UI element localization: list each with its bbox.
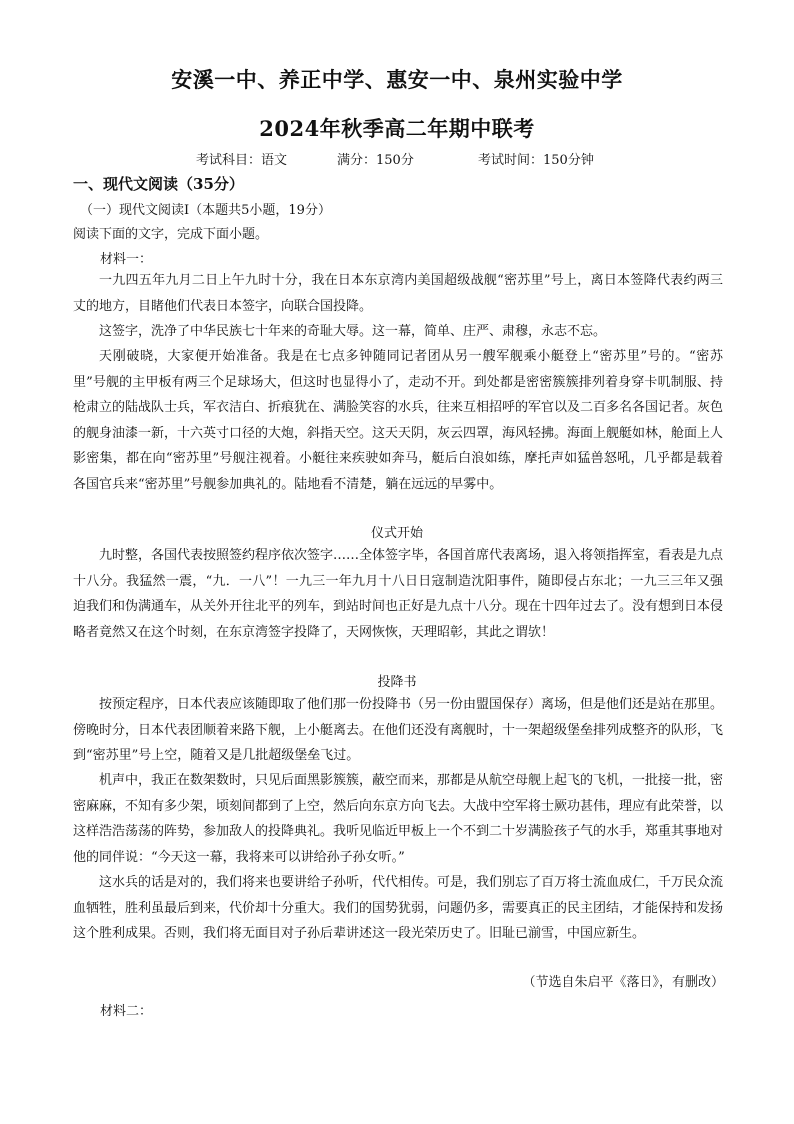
article-paragraph-1: 一九四五年九月二日上午九时十分，我在日本东京湾内美国超级战舰“密苏里”号上，离日本签降代表约两三丈的地方，目睹他们代表日本签字，向联合国投降。 [73, 273, 723, 314]
article-paragraph-4: 九时整，各国代表按照签约程序依次签字……全体签字毕，各国首席代表离场，退入将领指挥室，看表是九点十八分。我猛然一震，“九．一八”！一九三一年九月十八日日寇制造沈阳事件，随即侵占东北；一九三三年又强迫我们和伪满通车，从关外开往北平的列车，到站时间也正好是九点十八分。现在十四年过去了。没有想到日本侵略者竟然又在这个时刻，在东京湾签字投降了，天网恢恢，天理昭彰，其此之谓欤！ [73, 548, 724, 640]
exam-title-term: 2024年秋季高二年期中联考 [259, 116, 535, 141]
article-source: （节选自朱启平《落日》，有删改） [522, 975, 724, 990]
article-subheading-ceremony: 仪式开始 [370, 526, 423, 541]
article-paragraph-3: 天刚破晓，大家便开始准备。我是在七点多钟随同记者团从另一艘军舰乘小艇登上“密苏里”号的。“密苏里”号舰的主甲板有两三个足球场大，但这时也显得小了，走动不开。到处都是密密簇簇排列着身穿卡叽制服、持枪肃立的陆战队士兵，军衣洁白、折痕犹在、满脸笑容的水兵，往来互相招呼的军官以及二百多名各国记者。灰色的舰身油漆一新，十六英寸口径的大炮，斜指天空。这天天阴，灰云四罩，海风轻拂。海面上舰艇如林，舱面上人影密集，都在向“密苏里”号舰注视着。小艇往来疾驶如奔马，艇后白浪如练，摩托声如猛兽怒吼，几乎都是载着各国官兵来“密苏里”号舰参加典礼的。陆地看不清楚，躺在远远的早雾中。 [73, 349, 724, 492]
article-paragraph-7: 这水兵的话是对的，我们将来也要讲给子孙听，代代相传。可是，我们别忘了百万将士流血成仁，千万民众流血牺牲，胜利虽最后到来，代价却十分重大。我们的国势犹弱，问题仍多，需要真正的民主团结，才能保持和发扬这个胜利成果。否则，我们将无面目对子孙后辈讲述这一段光荣历史了。旧耻已湔雪，中国应新生。 [73, 875, 724, 941]
article-paragraph-5: 按预定程序，日本代表应该随即取了他们那一份投降书（另一份由盟国保存）离场，但是他们还是站在那里。傍晚时分，日本代表团顺着来路下舰，上小艇离去。在他们还没有离舰时，十一架超级堡垒排列成整齐的队形，飞到“密苏里”号上空，随着又是几批超级堡垒飞过。 [73, 697, 724, 763]
material-one-label: 材料一： [100, 252, 153, 267]
reading-instruction: 阅读下面的文字，完成下面小题。 [73, 227, 269, 242]
article-paragraph-2: 这签字，洗净了中华民族七十年来的奇耻大辱。这一幕，简单、庄严、肃穆，永志不忘。 [99, 324, 607, 339]
exam-info-row [0, 149, 794, 167]
section-heading: 一、现代文阅读（35分） [73, 175, 244, 193]
exam-title-schools: 安溪一中、养正中学、惠安一中、泉州实验中学 [171, 67, 623, 92]
exam-time: 考试时间：150分钟 [478, 153, 594, 168]
exam-score: 满分：150分 [337, 153, 414, 168]
exam-subject: 考试科目：语文 [196, 153, 288, 168]
subsection-heading: （一）现代文阅读Ⅰ（本题共5小题，19分） [80, 203, 331, 218]
article-subheading-surrender: 投降书 [377, 675, 417, 690]
article-paragraph-6: 机声中，我正在数架数时，只见后面黑影簇簇，蔽空而来，那都是从航空母舰上起飞的飞机，一批接一批，密密麻麻，不知有多少架，顷刻间都到了上空，然后向东京方向飞去。大战中空军将士厥功甚伟，理应有此荣誉，以这样浩浩荡荡的阵势，参加敌人的投降典礼。我听见临近甲板上一个不到二十岁满脸孩子气的水手，郑重其事地对他的同伴说：“今天这一幕，我将来可以讲给孙子孙女听。” [73, 773, 724, 865]
material-two-label: 材料二： [100, 1004, 153, 1019]
